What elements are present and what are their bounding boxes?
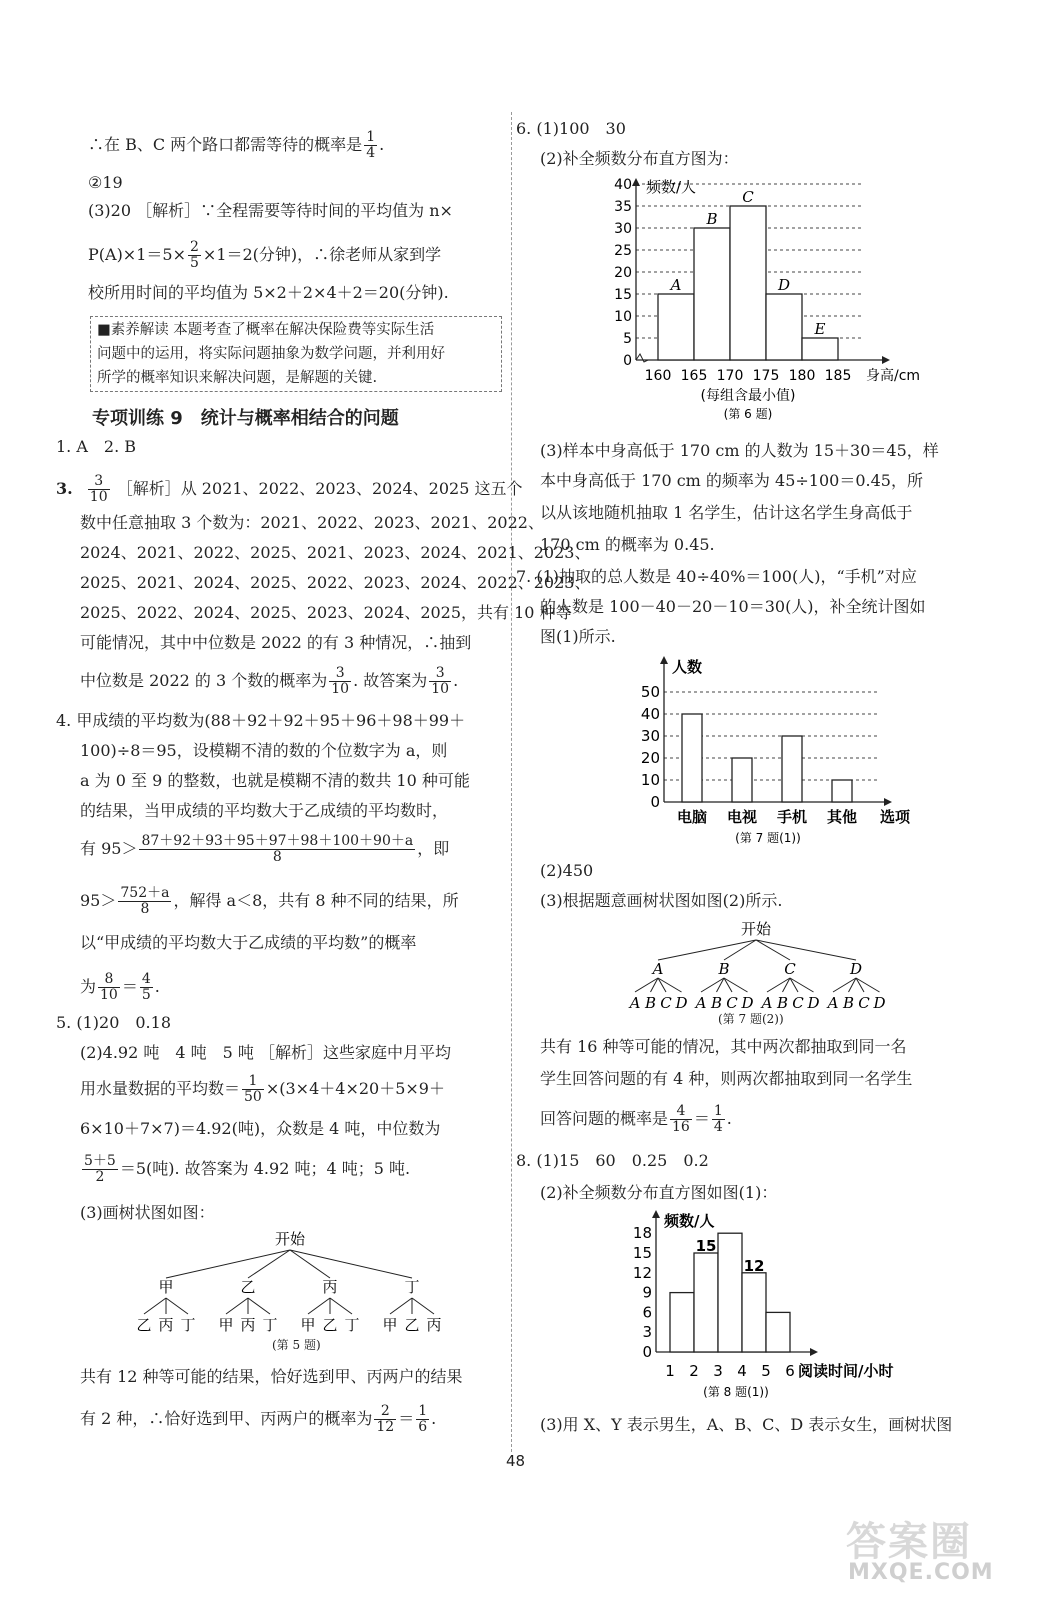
- text-line: 共有 12 种等可能的结果，恰好选到甲、丙两户的结果: [80, 1367, 463, 1386]
- text-line: 1. A 2. B: [56, 437, 137, 456]
- tree-root: 开始: [274, 1230, 306, 1248]
- tree-leaf: 丁: [180, 1316, 196, 1334]
- x-axis-label: 选项: [880, 808, 911, 826]
- numerator: 2: [374, 1404, 396, 1420]
- text-line: 2025、2022、2024、2025、2023、2024、2025，共有 10 种等: [80, 603, 572, 622]
- histogram-bar: [658, 294, 694, 360]
- text: ［解析］从 2021、2022、2023、2024、2025 这五个: [116, 479, 523, 498]
- y-tick-label: 25: [614, 243, 632, 259]
- y-tick-label: 18: [632, 1224, 652, 1243]
- tree-leaf: B: [776, 994, 789, 1012]
- tree-branch: [390, 1298, 412, 1314]
- denominator: 16: [672, 1119, 690, 1135]
- y-tick-label: 40: [640, 705, 660, 723]
- fraction: [88, 474, 110, 505]
- tree-branch: [248, 1250, 290, 1278]
- histogram-bar: [802, 338, 838, 360]
- x-tick-label: 电视: [726, 808, 758, 826]
- y-tick-label: 0: [642, 1343, 652, 1361]
- bar: [832, 780, 852, 802]
- tree-leaf: A: [695, 994, 707, 1012]
- bar: [782, 736, 802, 802]
- text-line: 共有 16 种等可能的情况，其中两次都抽取到同一名: [540, 1037, 907, 1056]
- text: ＝: [121, 977, 138, 996]
- denominator: 2: [95, 1169, 105, 1185]
- y-axis-label: 频数/人: [646, 178, 697, 196]
- text-line: 以从该地随机抽取 1 名学生，估计这名学生身高低于: [540, 503, 913, 522]
- tree-branch: [248, 1298, 270, 1314]
- text: .: [154, 977, 160, 996]
- histogram-bar: [766, 1312, 790, 1352]
- tree-branches: [635, 940, 880, 992]
- text-line: (3)20 ［解析］∵全程需要等待时间的平均值为 n×: [88, 201, 453, 220]
- y-tick-label: 10: [640, 771, 660, 789]
- y-axis-arrow: [652, 1210, 660, 1218]
- numerator: 1: [418, 1403, 428, 1419]
- y-tick-label: 30: [614, 221, 632, 237]
- tree-leaf: 丙: [426, 1316, 442, 1334]
- x-tick-label: 4: [737, 1362, 747, 1380]
- y-axis-arrow: [660, 656, 668, 664]
- y-axis-label: 人数: [672, 658, 703, 676]
- x-axis-label: 身高/cm: [866, 368, 921, 384]
- tree-leaf: 乙: [404, 1316, 420, 1334]
- y-tick-label: 3: [642, 1323, 652, 1342]
- text-line: [80, 972, 160, 1003]
- tree-branch: [226, 1298, 248, 1314]
- fraction: [364, 130, 377, 161]
- text-line: (3)用 X、Y 表示男生，A、B、C、D 表示女生，画树状图: [540, 1415, 953, 1434]
- tree-leaf: A: [827, 994, 839, 1012]
- note-box: [90, 316, 502, 392]
- y-axis-arrow: [632, 178, 640, 186]
- tree-node: D: [849, 960, 863, 978]
- tree-leaf: C: [792, 994, 804, 1012]
- denominator: 5: [189, 255, 199, 271]
- note-line: 所学的概率知识来解决问题，是解题的关键.: [97, 370, 378, 386]
- tree-node: B: [718, 960, 730, 978]
- x-tick-label: 170: [716, 368, 744, 384]
- tree-node: 甲: [158, 1278, 174, 1296]
- denominator: 8: [140, 901, 150, 917]
- text: 中位数是 2022 的 3 个数的概率为: [80, 671, 328, 690]
- text-line: 校所用时间的平均值为 5×2＋2×4＋2＝20(分钟).: [88, 283, 449, 302]
- denominator: 6: [418, 1419, 428, 1435]
- text-line: ②19: [88, 173, 123, 192]
- watermark-logo: [846, 1510, 1026, 1590]
- text-line: [80, 1154, 410, 1185]
- text: ×(3×4＋4×20＋5×9＋: [265, 1079, 445, 1098]
- histogram-bar: [694, 1253, 718, 1352]
- tree-branch: [330, 1298, 352, 1314]
- y-tick-label: 12: [632, 1263, 652, 1282]
- figure-caption: (第 8 题(1)): [703, 1385, 769, 1399]
- fraction: [188, 240, 201, 271]
- text-line: 2024、2021、2022、2025、2021、2023、2024、2021、2023、: [80, 543, 591, 562]
- fraction: [242, 1074, 264, 1105]
- y-tick-label: 35: [614, 199, 632, 215]
- bar-label: B: [706, 210, 718, 228]
- text-line: a 为 0 至 9 的整数，也就是模糊不清的数共 10 种可能: [80, 771, 470, 790]
- denominator: 12: [376, 1419, 395, 1435]
- x-axis-arrow: [810, 1348, 818, 1356]
- tree-branch: [308, 1298, 330, 1314]
- fraction: [429, 666, 451, 697]
- bar: [682, 714, 702, 802]
- numerator: 2: [189, 239, 199, 255]
- numerator: 3: [88, 474, 110, 490]
- denominator: 50: [244, 1089, 262, 1105]
- x-tick-label: 185: [824, 368, 852, 384]
- figure-caption: (第 6 题): [723, 407, 773, 421]
- fraction: [140, 972, 153, 1003]
- x-tick-label: 180: [788, 368, 816, 384]
- y-tick-label: 0: [623, 353, 632, 369]
- numerator: 87＋92＋93＋95＋97＋98＋100＋90＋a: [141, 833, 414, 849]
- text-line: [80, 1404, 436, 1435]
- text-line: [80, 666, 458, 697]
- note-line: 问题中的运用，将实际问题抽象为数学问题，并利用好: [97, 346, 445, 362]
- x-tick-label: 2: [689, 1362, 699, 1380]
- text: ×1＝2(分钟)，∴徐老师从家到学: [202, 245, 442, 264]
- text-line: (2)4.92 吨 4 吨 5 吨 ［解析］这些家庭中月平均: [80, 1043, 451, 1062]
- histogram-bar: [670, 1293, 694, 1352]
- y-tick-label: 15: [632, 1244, 652, 1262]
- text-line: (3)根据题意画树状图如图(2)所示.: [540, 891, 783, 910]
- tree-node: 乙: [240, 1278, 256, 1296]
- histogram-q8: [610, 1208, 930, 1408]
- text: 95＞: [80, 891, 117, 910]
- watermark-url: MXQE.COM: [848, 1560, 994, 1585]
- tree-node: A: [652, 960, 664, 978]
- x-axis-arrow: [882, 356, 890, 364]
- numerator: 1: [242, 1074, 264, 1090]
- text: ∴在 B、C 两个路口都需等待的概率是: [88, 135, 363, 154]
- text-line: 8. (1)15 60 0.25 0.2: [516, 1151, 709, 1170]
- x-tick-label: 160: [644, 368, 672, 384]
- x-tick-label: 电脑: [676, 808, 708, 826]
- text: ，解得 a＜8，共有 8 种不同的结果，所: [173, 891, 459, 910]
- x-tick-label: 175: [752, 368, 780, 384]
- tree-leaf: 丙: [240, 1316, 256, 1334]
- text-line: 以“甲成绩的平均数大于乙成绩的平均数”的概率: [80, 933, 417, 952]
- text-line: (3)样本中身高低于 170 cm 的人数为 15＋30＝45，样: [540, 441, 939, 460]
- numerator: 3: [329, 666, 351, 682]
- tree-leaf: C: [726, 994, 738, 1012]
- denominator: 10: [89, 489, 108, 505]
- tree-leaf: B: [842, 994, 855, 1012]
- text: .: [726, 1109, 732, 1128]
- text: 用水量数据的平均数＝: [80, 1079, 241, 1098]
- watermark-text: 答案圈: [846, 1519, 972, 1565]
- tree-root: 开始: [740, 920, 772, 938]
- figure-caption: (第 5 题): [272, 1338, 321, 1352]
- text-line: [80, 886, 459, 917]
- text-line: 的人数是 100－40－20－10＝30(人)，补全统计图如: [540, 597, 926, 616]
- text-line: [540, 1104, 732, 1135]
- denominator: 10: [331, 681, 350, 697]
- fraction: [329, 666, 351, 697]
- text-line: 100)÷8＝95，设模糊不清的数的个位数字为 a，则: [80, 741, 448, 760]
- denominator: 4: [713, 1119, 723, 1135]
- text-line: 本中身高低于 170 cm 的频率为 45÷100＝0.45，所: [540, 471, 923, 490]
- histogram-bar: [742, 1273, 766, 1352]
- text-line: 的结果，当甲成绩的平均数大于乙成绩的平均数时，: [80, 801, 449, 820]
- numerator: 1: [713, 1103, 723, 1119]
- numerator: 752＋a: [120, 885, 170, 901]
- text: 为: [80, 977, 97, 996]
- text: 回答问题的概率是: [540, 1109, 669, 1128]
- tree-node: 丁: [404, 1278, 420, 1296]
- text-line: 可能情况，其中中位数是 2022 的有 3 种情况，∴抽到: [80, 633, 472, 652]
- y-tick-label: 10: [614, 309, 632, 325]
- text-line: [80, 1074, 445, 1105]
- tree-leaf: 乙: [136, 1316, 152, 1334]
- x-tick-label: 3: [713, 1362, 723, 1380]
- y-axis-label: 频数/人: [664, 1212, 715, 1230]
- fraction: [98, 972, 120, 1003]
- tree-leaf: 甲: [300, 1316, 316, 1334]
- text: ＝: [693, 1109, 710, 1128]
- text-line: (2)450: [540, 861, 594, 880]
- text-line: (2)补全频数分布直方图为：: [540, 149, 739, 168]
- page-number: 48: [506, 1452, 526, 1470]
- numerator: 4: [670, 1104, 692, 1120]
- denominator: 10: [100, 987, 118, 1003]
- denominator: 8: [272, 849, 282, 865]
- y-tick-label: 40: [614, 177, 632, 193]
- text: .: [431, 1409, 437, 1428]
- tree-node: C: [784, 960, 796, 978]
- tree-level1: [651, 960, 862, 978]
- x-tick-label: 6: [785, 1362, 795, 1380]
- bar-label: D: [777, 276, 791, 294]
- text: ，即: [417, 839, 450, 858]
- numerator: 1: [366, 129, 376, 145]
- column-divider: [511, 112, 512, 1452]
- tree-leaf: A: [761, 994, 773, 1012]
- fraction: [374, 1404, 396, 1435]
- text-line: (3)画树状图如图：: [80, 1203, 215, 1222]
- tree-level2: [136, 1316, 441, 1334]
- tree-branches: [144, 1250, 434, 1314]
- x-tick-label: 165: [680, 368, 708, 384]
- tree-leaf: 甲: [218, 1316, 234, 1334]
- y-tick-label: 0: [650, 793, 660, 811]
- tree-leaf: A: [629, 994, 641, 1012]
- numerator: 8: [98, 972, 120, 988]
- tree-leaf: D: [807, 994, 820, 1012]
- fraction: [712, 1104, 725, 1135]
- x-axis-arrow: [884, 798, 892, 806]
- text-line: 图(1)所示.: [540, 627, 616, 646]
- y-tick-label: 5: [623, 331, 632, 347]
- fraction: [670, 1104, 692, 1135]
- text: 有 2 种，∴恰好选到甲、丙两户的概率为: [80, 1409, 373, 1428]
- x-tick-label: 1: [665, 1362, 675, 1380]
- tree-leaf: D: [873, 994, 886, 1012]
- tree-branch: [166, 1250, 290, 1278]
- y-tick-label: 50: [640, 683, 660, 701]
- x-tick-label: 其他: [826, 808, 858, 826]
- text: ＝5(吨). 故答案为 4.92 吨；4 吨；5 吨.: [119, 1159, 411, 1178]
- x-tick-label: 手机: [776, 808, 808, 826]
- text: ＝: [398, 1409, 415, 1428]
- text-line: [88, 240, 441, 271]
- tree-leaf: D: [675, 994, 688, 1012]
- tree-branch: [658, 940, 756, 960]
- tree-leaf: 甲: [382, 1316, 398, 1334]
- x-tick-label: 5: [761, 1362, 771, 1380]
- denominator: 10: [431, 681, 450, 697]
- tree-branch: [756, 940, 856, 960]
- tree-branch: [412, 1298, 434, 1314]
- bar-value-label: 12: [743, 1256, 765, 1275]
- text-line: 6×10＋7×7)＝4.92(吨)，众数是 4 吨，中位数为: [80, 1119, 441, 1138]
- y-tick-label: 20: [614, 265, 632, 281]
- figure-caption: (第 7 题(2)): [718, 1012, 784, 1026]
- text-line: 7. (1)抽取的总人数是 40÷40%＝100(人)，“手机”对应: [516, 567, 917, 586]
- bar: [732, 758, 752, 802]
- tree-leaf: D: [741, 994, 754, 1012]
- y-tick-label: 6: [642, 1303, 652, 1322]
- text-line: 170 cm 的概率为 0.45.: [540, 535, 715, 554]
- tree-diagram-q7: [624, 916, 914, 1012]
- axis-break: [636, 354, 648, 362]
- text: . 故答案为: [353, 671, 428, 690]
- text: 有 95＞: [80, 839, 138, 858]
- tree-leaf: B: [644, 994, 657, 1012]
- numerator: 5＋5: [84, 1153, 116, 1169]
- histogram-bar: [766, 294, 802, 360]
- histogram-bar: [730, 206, 766, 360]
- fraction: [118, 886, 171, 917]
- text: P(A)×1＝5×: [88, 245, 186, 264]
- text-line: 4. 甲成绩的平均数为(88＋92＋92＋95＋96＋98＋99＋: [56, 711, 466, 730]
- tree-leaf: 丁: [262, 1316, 278, 1334]
- y-tick-label: 15: [614, 287, 632, 303]
- denominator: 4: [366, 145, 376, 161]
- bar-label: A: [670, 276, 682, 294]
- bar-label: E: [814, 320, 826, 338]
- text-line: 6. (1)100 30: [516, 119, 626, 138]
- question-number: 3.: [56, 479, 73, 498]
- text-line: [80, 834, 449, 865]
- fraction: [139, 834, 415, 865]
- numerator: 3: [429, 666, 451, 682]
- histogram-bar: [694, 228, 730, 360]
- text-line: 学生回答问题的有 4 种，则两次都抽取到同一名学生: [540, 1069, 913, 1088]
- text: .: [453, 671, 459, 690]
- bar-chart-q7: [614, 654, 911, 850]
- tree-leaf: C: [858, 994, 870, 1012]
- text-line: 5. (1)20 0.18: [56, 1013, 172, 1032]
- y-tick-label: 9: [642, 1283, 652, 1302]
- tree-leaf: 乙: [322, 1316, 338, 1334]
- histogram-q6: [584, 176, 924, 421]
- text-line: [56, 474, 523, 505]
- x-axis-label: 阅读时间/小时: [798, 1362, 894, 1380]
- text-line: 数中任意抽取 3 个数为：2021、2022、2023、2021、2022、: [80, 513, 544, 532]
- bar-label: C: [742, 188, 754, 206]
- tree-level1: [158, 1278, 419, 1296]
- tree-branch: [290, 1250, 412, 1278]
- tree-leaf: C: [660, 994, 672, 1012]
- bar-value-label: 15: [695, 1237, 717, 1255]
- denominator: 5: [141, 987, 151, 1003]
- text-line: (2)补全频数分布直方图如图(1)：: [540, 1183, 778, 1202]
- histogram-bar: [718, 1233, 742, 1352]
- figure-caption: (第 7 题(1)): [735, 831, 801, 845]
- fraction: [416, 1404, 429, 1435]
- tree-branch: [166, 1298, 188, 1314]
- tree-leaf: B: [710, 994, 723, 1012]
- text-line: ∴在 B、C 两个路口都需等待的概率是 $\frac{1}{4}$ .: [88, 129, 385, 161]
- chart-note: (每组含最小值): [700, 388, 796, 404]
- y-tick-label: 30: [640, 727, 660, 745]
- text-line: 2025、2021、2024、2025、2022、2023、2024、2022、2023、: [80, 573, 591, 592]
- tree-branch: [144, 1298, 166, 1314]
- y-tick-label: 20: [640, 749, 660, 767]
- tree-leaf: 丙: [158, 1316, 174, 1334]
- note-line: ■素养解读 本题考查了概率在解决保险费等实际生活: [97, 322, 435, 338]
- tree-leaf: 丁: [344, 1316, 360, 1334]
- tree-node: 丙: [322, 1278, 338, 1296]
- section-heading: 专项训练 9 统计与概率相结合的问题: [92, 408, 399, 429]
- numerator: 4: [141, 971, 151, 987]
- fraction: [82, 1154, 118, 1185]
